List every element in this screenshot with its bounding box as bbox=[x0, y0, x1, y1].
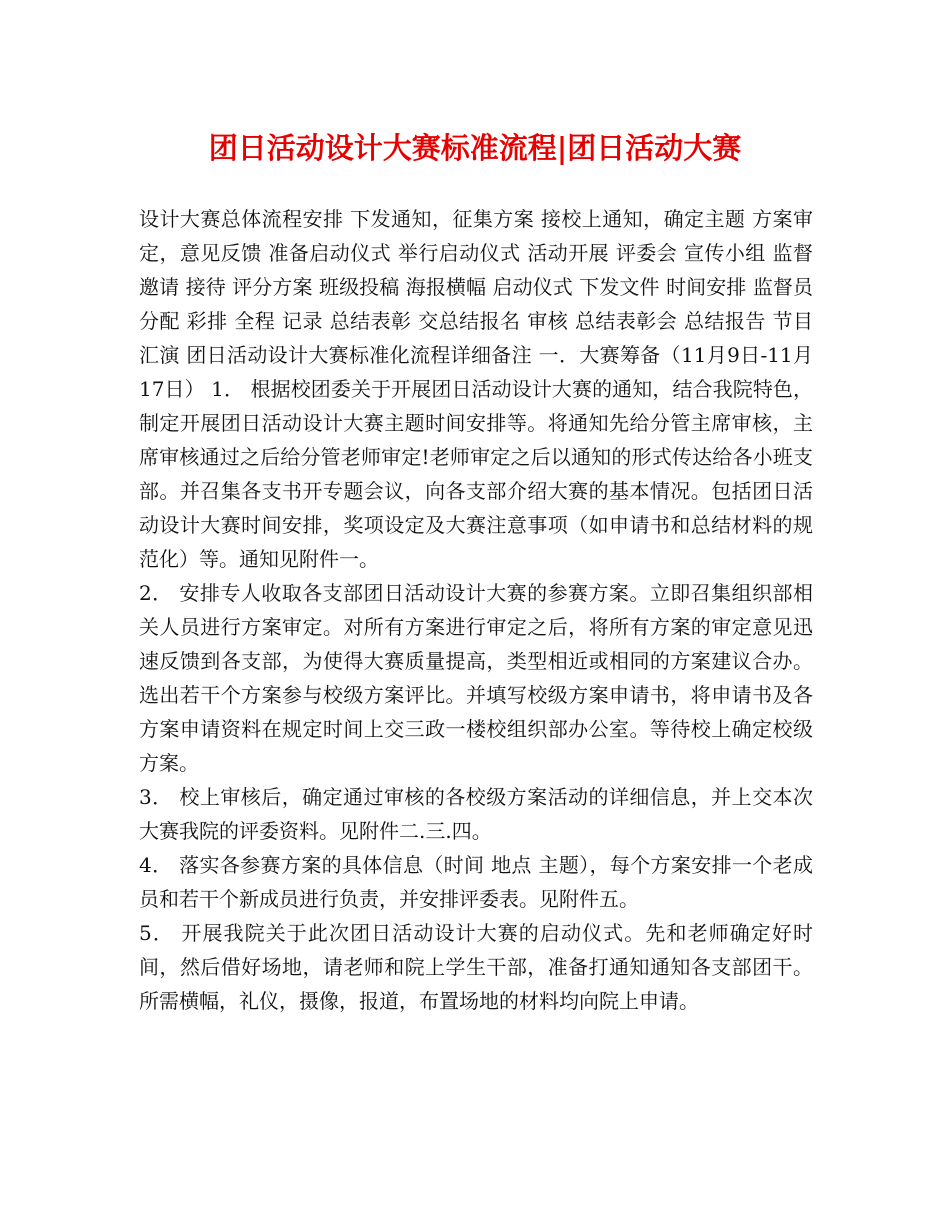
paragraph-step-2: 2． 安排专人收取各支部团日活动设计大赛的参赛方案。立即召集组织部相关人员进行方案审定。对所有方案进行审定之后，将所有方案的审定意见迅速反馈到各支部，为使得大赛质量提高，类型相近或相同的方案建议合办。选出若干个方案参与校级方案评比。并填写校级方案申请书，将申请书及各方案申请资料在规定时间上交三政一楼校组织部办公室。等待校上确定校级方案。 bbox=[139, 581, 813, 775]
document-body bbox=[139, 202, 813, 1018]
paragraph-step-5: 5． 开展我院关于此次团日活动设计大赛的启动仪式。先和老师确定好时间，然后借好场地，请老师和院上学生干部，准备打通知通知各支部团干。所需横幅，礼仪，摄像，报道，布置场地的材料均向院上申请。 bbox=[139, 921, 813, 1013]
paragraph-overview: 设计大赛总体流程安排 下发通知，征集方案 接校上通知，确定主题 方案审定，意见反馈 准备启动仪式 举行启动仪式 活动开展 评委会 宣传小组 监督 邀请 接待 评分方案 班级投稿 海报横幅 启动仪式 下发文件 时间安排 监督员分配 彩排 全程 记录 总结表彰 交总结报名 审核 总结表彰会 总结报告 节目汇演 团日活动设计大赛标准化流程详细备注 一．大赛筹备（11月9日-11月17日） 1． 根据校团委关于开展团日活动设计大赛的通知，结合我院特色，制定开展团日活动设计大赛主题时间安排等。将通知先给分管主席审核，主席审核通过之后给分管老师审定!老师审定之后以通知的形式传达给各小班支部。并召集各支书开专题会议，向各支部介绍大赛的基本情况。包括团日活动设计大赛时间安排，奖项设定及大赛注意事项（如申请书和总结材料的规范化）等。通知见附件一。 bbox=[139, 207, 813, 571]
paragraph-step-4: 4． 落实各参赛方案的具体信息（时间 地点 主题），每个方案安排一个老成员和若干个新成员进行负责，并安排评委表。见附件五。 bbox=[139, 853, 813, 911]
document-title: 团日活动设计大赛标准流程|团日活动大赛 bbox=[208, 131, 742, 165]
paragraph-step-3: 3． 校上审核后，确定通过审核的各校级方案活动的详细信息，并上交本次大赛我院的评委资料。见附件二.三.四。 bbox=[139, 785, 813, 843]
